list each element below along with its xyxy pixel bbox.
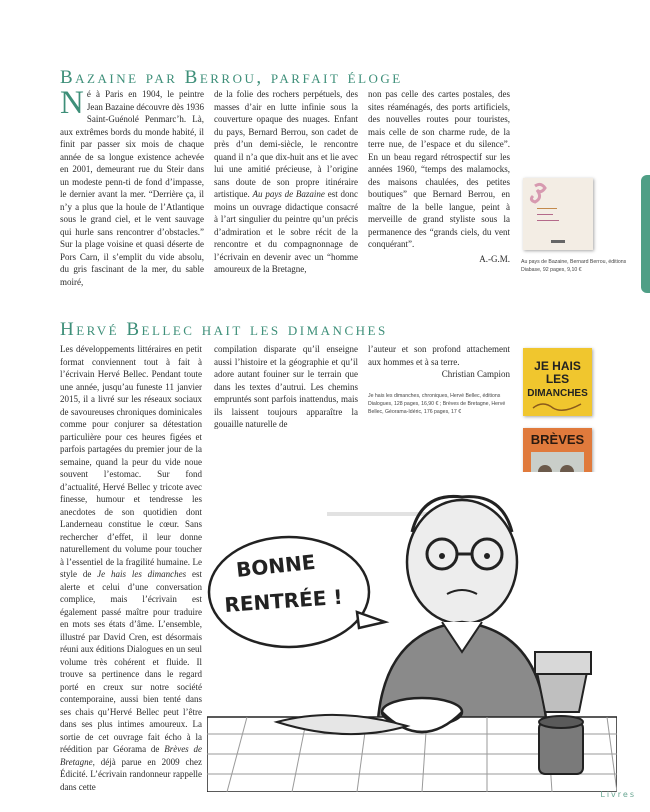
article-2-title: Hervé Bellec hait les dimanches — [60, 319, 388, 340]
bubble-text-line1: BONNE — [235, 549, 317, 582]
article-2-book-title-1: Je hais les dimanches — [97, 569, 187, 579]
article-1-text-3: non pas celle des cartes postales, des sites réaménagés, des ports artificiels, des nouvelles routes pour touristes, mais celle de son charme rude, de la terre nue, de l’espace et du silence”. En un beau regard rétrospectif sur les années 1960, “temps des malamocks, des maisons chaulées, des petites boutiques” que Bernard Berrou, en maître de la belle langue, peint à merveille de grand styliste sous la permanence des “grands ciels, du vent conquérant”. — [368, 89, 510, 249]
article-2-column-3 — [368, 343, 510, 381]
book2-title-line3: DIMANCHES — [527, 388, 588, 399]
article-1-text-1: é à Paris en 1904, le peintre Jean Bazaine découvre dès 1936 Saint-Guénolé Penmarc’h. Là, aux extrêmes bords du monde habité, il finit par passer six mois de chaque année de sa longue existence achevée en 2001, demeurant rue du Steir dans un modeste penn-ti de fond d’impasse, le dernier avant la mer. “Derrière ça, il n’y a plus que la houle de l’Atlantique sous le grand ciel, et le vent sauvage qui hurle sans rencontrer d’obstacles.” Sur la plage voisine et quasi déserte de Pors Carn, il s’emplit du vide absolu, du gris fascinant de la mer, du sable moiré, — [60, 89, 204, 287]
article-1-text-2a: de la folie des rochers perpétuels, des masses d’air en lutte infinie sous la couverture opaque des nuages. Enfant du pays, Bernard Berrou, son cadet de près d’un demi-siècle, le rencontre quand il n’a que dix-huit ans et lie avec lui une amitié précieuse, à l’origine sans doute de son propre itinéraire artistique. — [214, 89, 358, 199]
coffee-pot — [537, 672, 587, 712]
bubble-text-line2: RENTRÉE ! — [223, 584, 344, 617]
book-cover-je-hais-les-dimanches — [523, 348, 592, 416]
article-1-column-1 — [60, 85, 204, 288]
article-2-text-3: l’auteur et son profond attachement aux hommes et à sa terre. — [368, 344, 510, 367]
article-2-column-2 — [214, 343, 358, 431]
article-2-text-1b: est alerte et celui d’une conversation complice, mais l’écrivain est également passé maître pour traduire en mots ses états d’âme. L’ensemble, illustré par David Cren, est désormais réuni aux éditions Dialogues en un seul volume très cohérent et fluide. Il trouve sa pertinence dans le regard porté en creux sur notre société contemporaine, aussi bien tenté dans ses chais qu’Hervé Bellec peut l’être dans ses plus intimes amoureux. La sortie de cet ouvrage fait écho à la réédition par Géorama de — [60, 569, 203, 754]
section-tab — [641, 175, 650, 293]
book-cover-au-pays-de-bazaine — [523, 178, 593, 250]
article-1-title: Bazaine par Berrou, parfait éloge — [60, 67, 403, 88]
dimanches-cover-art — [523, 348, 592, 416]
book2-title-line1: JE HAIS — [534, 359, 581, 373]
article-2-text-1a: Les développements littéraires en petit format conviennent tout à fait à l’écrivain Hervé Bellec. Pendant toute une année, jusqu’au funeste 11 janvier 2015, il a livré sur les réseaux sociaux de savoureuses chroniques dominicales comme pour conjurer sa détestation particulière pour ces heures figées et parfois partagées du premier jour de la semaine, quand la peur du vide noue souvent l’estomac. Sur fond d’actualité, Hervé Bellec y tricote avec finesse, humour et tendresse les anecdotes de son quotidien dont Landerneau constitue le cœur. Sans rechercher d’effet, il leur donne naturellement du volume pour toucher à l’essentiel de la fragilité humaine. Le style de — [60, 344, 202, 579]
section-label: Livres — [600, 790, 636, 799]
article-1-column-2 — [214, 88, 358, 276]
article-1-caption: Au pays de Bazaine, Bernard Berrou, éditions Diabase, 92 pages, 9,10 € — [521, 259, 627, 273]
article-2-signature: Christian Campion — [441, 369, 510, 379]
book3-title: BRÈVES — [530, 432, 585, 447]
article-1-column-3 — [368, 88, 510, 265]
article-2-caption: Je hais les dimanches, chroniques, Hervé Bellec, éditions Dialogues, 128 pages, 16,90 € ; Brèves de Bretagne, Hervé Bellec, Géorama-Idéric, 176 pages, 17 € — [368, 393, 506, 415]
article-2-book-title-2: Brèves de Bretagne — [60, 744, 202, 767]
article-2-text-1c: , déjà parue en 2009 chez Édicité. L’écrivain randonneur rappelle dans cette — [60, 756, 202, 792]
book2-title-line2: LES — [545, 372, 570, 386]
cartoon-illustration — [207, 472, 617, 792]
article-2-text-2: compilation disparate qu’il enseigne aussi l’histoire et la géographie et qu’il adore autant fouiner sur le terrain que dans les textes d’autrui. Les chemins empruntés sont parfois inattendus, mais ils laissent toujours apparaître la gouaille naturelle de — [214, 344, 358, 429]
article-2-column-1 — [60, 343, 202, 793]
article-1-book-title: Au pays de Bazaine — [252, 189, 325, 199]
bazaine-cover-art — [523, 178, 593, 250]
jam-jar — [539, 722, 583, 774]
article-1-text-2b: est donc moins un ouvrage didactique consacré à l’art singulier du peintre qu’un précis d’admiration et le sobre récit de la rencontre et du compagnonnage de l’écrivain en devenir avec un “homme amoureux de la Bretagne, — [214, 189, 359, 274]
drop-cap: N — [60, 85, 84, 121]
article-1-signature: A.-G.M. — [479, 253, 510, 264]
